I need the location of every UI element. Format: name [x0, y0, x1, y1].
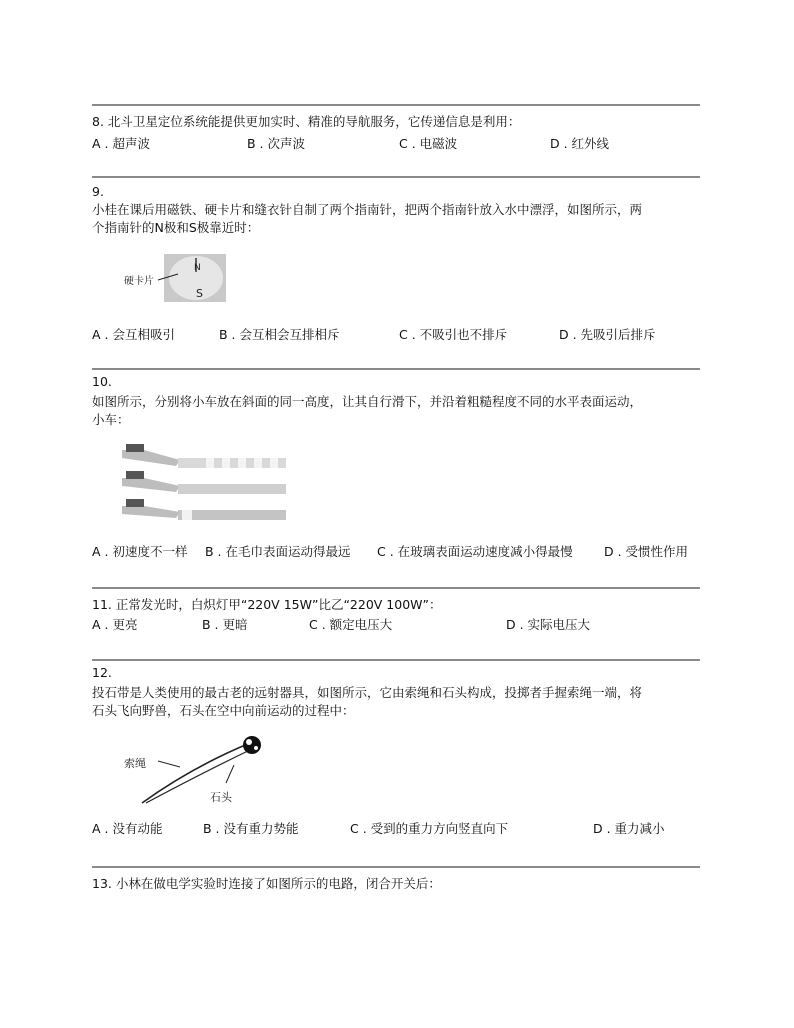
question-11 — [92, 587, 700, 632]
option-c[interactable]: C . 不吸引也不排斥 — [399, 327, 508, 342]
divider — [92, 659, 700, 661]
option-a[interactable]: A . 超声波 — [92, 136, 150, 151]
compass-card-figure — [124, 252, 228, 304]
inclined-plane-figure — [120, 440, 290, 524]
question-stem-line-1: 如图所示，分别将小车放在斜面的同一高度，让其自行滑下，并沿着粗糙程度不同的水平表面运动， — [92, 394, 643, 409]
question-stem: 13. 小林在做电学实验时连接了如图所示的电路，闭合开关后： — [92, 876, 441, 891]
card-label: 硬卡片 — [124, 276, 154, 287]
question-stem: 11. 正常发光时，白炽灯甲“220V 15W”比乙“220V 100W”： — [92, 597, 442, 612]
option-b[interactable]: B . 没有重力势能 — [203, 821, 299, 836]
option-d[interactable]: D . 重力减小 — [593, 821, 665, 836]
question-number: 12. — [92, 665, 112, 680]
option-c[interactable]: C . 电磁波 — [399, 136, 458, 151]
option-d[interactable]: D . 红外线 — [550, 136, 610, 151]
question-stem-line-1: 投石带是人类使用的最古老的远射器具，如图所示，它由索绳和石头构成，投掷者手握索绳一端，将 — [92, 685, 643, 700]
question-9 — [92, 176, 700, 342]
question-stem-line-2: 个指南针的N极和S极靠近时： — [92, 220, 260, 235]
stone-label: 石头 — [210, 791, 232, 804]
option-a[interactable]: A . 没有动能 — [92, 821, 163, 836]
question-stem-line-2: 小车： — [92, 412, 130, 427]
rope-label: 索绳 — [124, 757, 146, 770]
option-a[interactable]: A . 会互相吸引 — [92, 327, 175, 342]
sling-figure — [122, 731, 262, 807]
option-b[interactable]: B . 在毛巾表面运动得最远 — [205, 544, 351, 559]
option-d[interactable]: D . 受惯性作用 — [604, 544, 689, 559]
south-pole-label: S — [196, 287, 203, 300]
north-pole-label: N — [194, 263, 201, 273]
question-stem-line-1: 小桂在课后用磁铁、硬卡片和缝衣针自制了两个指南针，把两个指南针放入水中漂浮，如图所示，两 — [92, 202, 643, 217]
question-12 — [92, 659, 700, 836]
track-towel — [122, 444, 286, 468]
divider — [92, 368, 700, 370]
option-c[interactable]: C . 额定电压大 — [309, 617, 393, 632]
divider — [92, 866, 700, 868]
divider — [92, 587, 700, 589]
option-b[interactable]: B . 会互相会互排相斥 — [219, 327, 340, 342]
divider — [92, 104, 700, 106]
question-number: 10. — [92, 374, 112, 389]
question-8 — [92, 104, 700, 151]
option-d[interactable]: D . 实际电压大 — [506, 617, 591, 632]
option-d[interactable]: D . 先吸引后排斥 — [559, 327, 656, 342]
option-a[interactable]: A . 更亮 — [92, 617, 138, 632]
question-stem-line-2: 石头飞向野兽，石头在空中向前运动的过程中： — [92, 703, 355, 718]
exam-page — [92, 0, 700, 1028]
divider — [92, 176, 700, 178]
option-b[interactable]: B . 次声波 — [247, 136, 305, 151]
option-c[interactable]: C . 在玻璃表面运动速度减小得最慢 — [377, 544, 573, 559]
track-cotton — [122, 471, 286, 494]
option-a[interactable]: A . 初速度不一样 — [92, 544, 188, 559]
question-13 — [92, 866, 700, 891]
option-b[interactable]: B . 更暗 — [202, 617, 248, 632]
question-stem: 8. 北斗卫星定位系统能提供更加实时、精准的导航服务，它传递信息是利用： — [92, 114, 521, 129]
track-glass — [122, 499, 286, 520]
question-number: 9. — [92, 184, 104, 199]
question-10 — [92, 368, 700, 559]
option-c[interactable]: C . 受到的重力方向竖直向下 — [350, 821, 509, 836]
